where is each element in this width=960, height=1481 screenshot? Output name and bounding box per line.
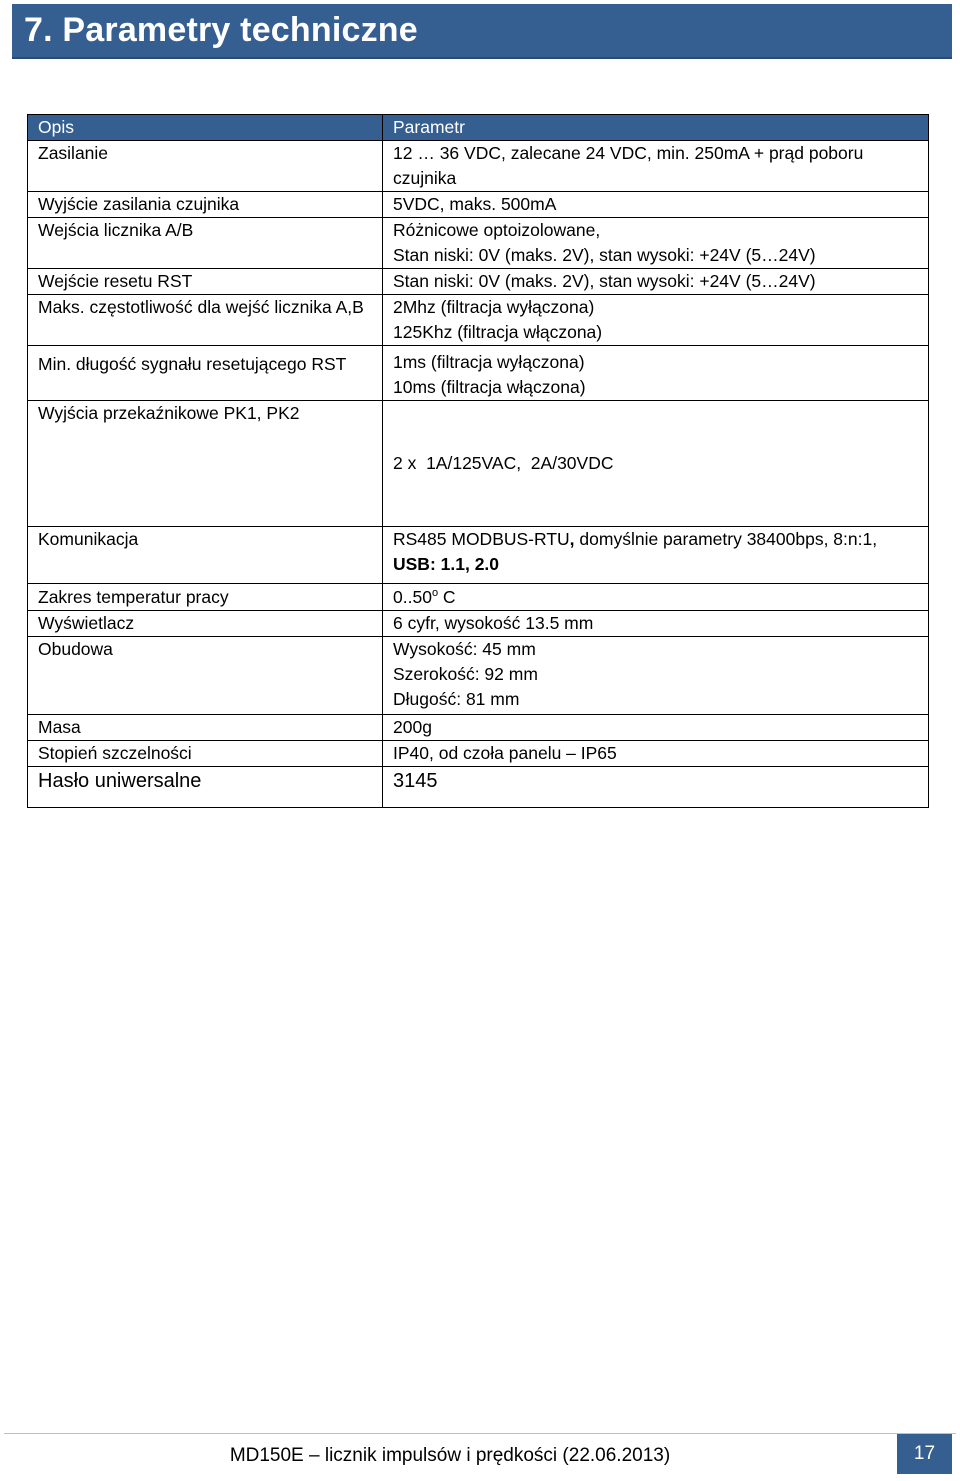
row-value <box>383 141 929 192</box>
table-row <box>28 584 929 611</box>
value-line: 1ms (filtracja wyłączona) <box>393 352 585 372</box>
value-text: RS485 MODBUS-RTU <box>393 529 570 549</box>
row-label: Zakres temperatur pracy <box>28 584 383 611</box>
value-line: USB: 1.1, 2.0 <box>393 554 500 574</box>
row-label: Wyjście zasilania czujnika <box>28 192 383 218</box>
table-row <box>28 218 929 269</box>
section-title-bar <box>12 4 952 59</box>
row-value <box>383 218 929 269</box>
value-line: Długość: 81 mm <box>393 689 520 709</box>
row-value <box>383 741 929 767</box>
row-value <box>383 295 929 346</box>
value-line: 10ms (filtracja włączona) <box>393 377 586 397</box>
table-row <box>28 715 929 741</box>
value-line: Różnicowe optoizolowane, <box>393 220 601 240</box>
row-label: Wejścia licznika A/B <box>28 218 383 269</box>
value-text: , <box>569 529 575 549</box>
value-line: 6 cyfr, wysokość 13.5 mm <box>393 613 594 633</box>
row-value <box>383 401 929 527</box>
header-description: Opis <box>28 115 383 141</box>
section-title: 7. Parametry techniczne <box>24 11 418 49</box>
row-value <box>383 715 929 741</box>
row-value <box>383 346 929 401</box>
value-line <box>393 527 918 552</box>
value-line <box>393 585 918 610</box>
row-value <box>383 192 929 218</box>
table-row <box>28 527 929 584</box>
value-line: 3145 <box>393 770 438 792</box>
row-label: Hasło uniwersalne <box>28 767 383 808</box>
value-line: czujnika <box>393 168 457 188</box>
row-label: Masa <box>28 715 383 741</box>
table-row <box>28 767 929 808</box>
row-value <box>383 611 929 637</box>
table-row <box>28 346 929 401</box>
row-value <box>383 527 929 584</box>
table-row <box>28 637 929 715</box>
row-label: Maks. częstotliwość dla wejść licznika A,B <box>28 295 383 346</box>
table-row <box>28 401 929 527</box>
table-row <box>28 141 929 192</box>
page-number-badge <box>897 1434 952 1474</box>
table-row <box>28 269 929 295</box>
footer-title: MD150E – licznik impulsów i prędkości (22.06.2013) <box>229 1445 671 1466</box>
row-label: Komunikacja <box>28 527 383 584</box>
table-row <box>28 192 929 218</box>
row-label: Wyświetlacz <box>28 611 383 637</box>
technical-parameters-table <box>27 114 929 808</box>
row-label: Wejście resetu RST <box>28 269 383 295</box>
value-line: 12 … 36 VDC, zalecane 24 VDC, min. 250mA + prąd poboru <box>393 143 864 163</box>
value-line: Szerokość: 92 mm <box>393 664 538 684</box>
value-text: domyślnie parametry 38400bps, 8:n:1, <box>574 529 878 549</box>
footer-divider <box>4 1433 956 1434</box>
value-line: 2Mhz (filtracja wyłączona) <box>393 297 595 317</box>
value-text: C <box>438 587 456 607</box>
row-value <box>383 637 929 715</box>
value-line: Wysokość: 45 mm <box>393 639 536 659</box>
value-line: 2 x 1A/125VAC, 2A/30VDC <box>393 453 614 473</box>
degree-mark: o <box>431 587 439 600</box>
table-row <box>28 741 929 767</box>
header-parameter: Parametr <box>383 115 929 141</box>
value-line: Stan niski: 0V (maks. 2V), stan wysoki: +24V (5…24V) <box>393 271 816 291</box>
value-line: IP40, od czoła panelu – IP65 <box>393 743 617 763</box>
row-value <box>383 767 929 808</box>
value-line: 125Khz (filtracja włączona) <box>393 322 603 342</box>
row-label: Min. długość sygnału resetującego RST <box>28 346 383 401</box>
page-number: 17 <box>913 1443 936 1464</box>
value-line: Stan niski: 0V (maks. 2V), stan wysoki: +24V (5…24V) <box>393 245 816 265</box>
row-label: Stopień szczelności <box>28 741 383 767</box>
table-row <box>28 295 929 346</box>
row-label: Wyjścia przekaźnikowe PK1, PK2 <box>28 401 383 527</box>
table-row <box>28 611 929 637</box>
value-line: 200g <box>393 717 432 737</box>
value-text: 0..50 <box>393 587 432 607</box>
row-value <box>383 584 929 611</box>
row-label: Zasilanie <box>28 141 383 192</box>
table-header-row <box>28 115 929 141</box>
value-line: 5VDC, maks. 500mA <box>393 194 557 214</box>
row-label: Obudowa <box>28 637 383 715</box>
row-value <box>383 269 929 295</box>
